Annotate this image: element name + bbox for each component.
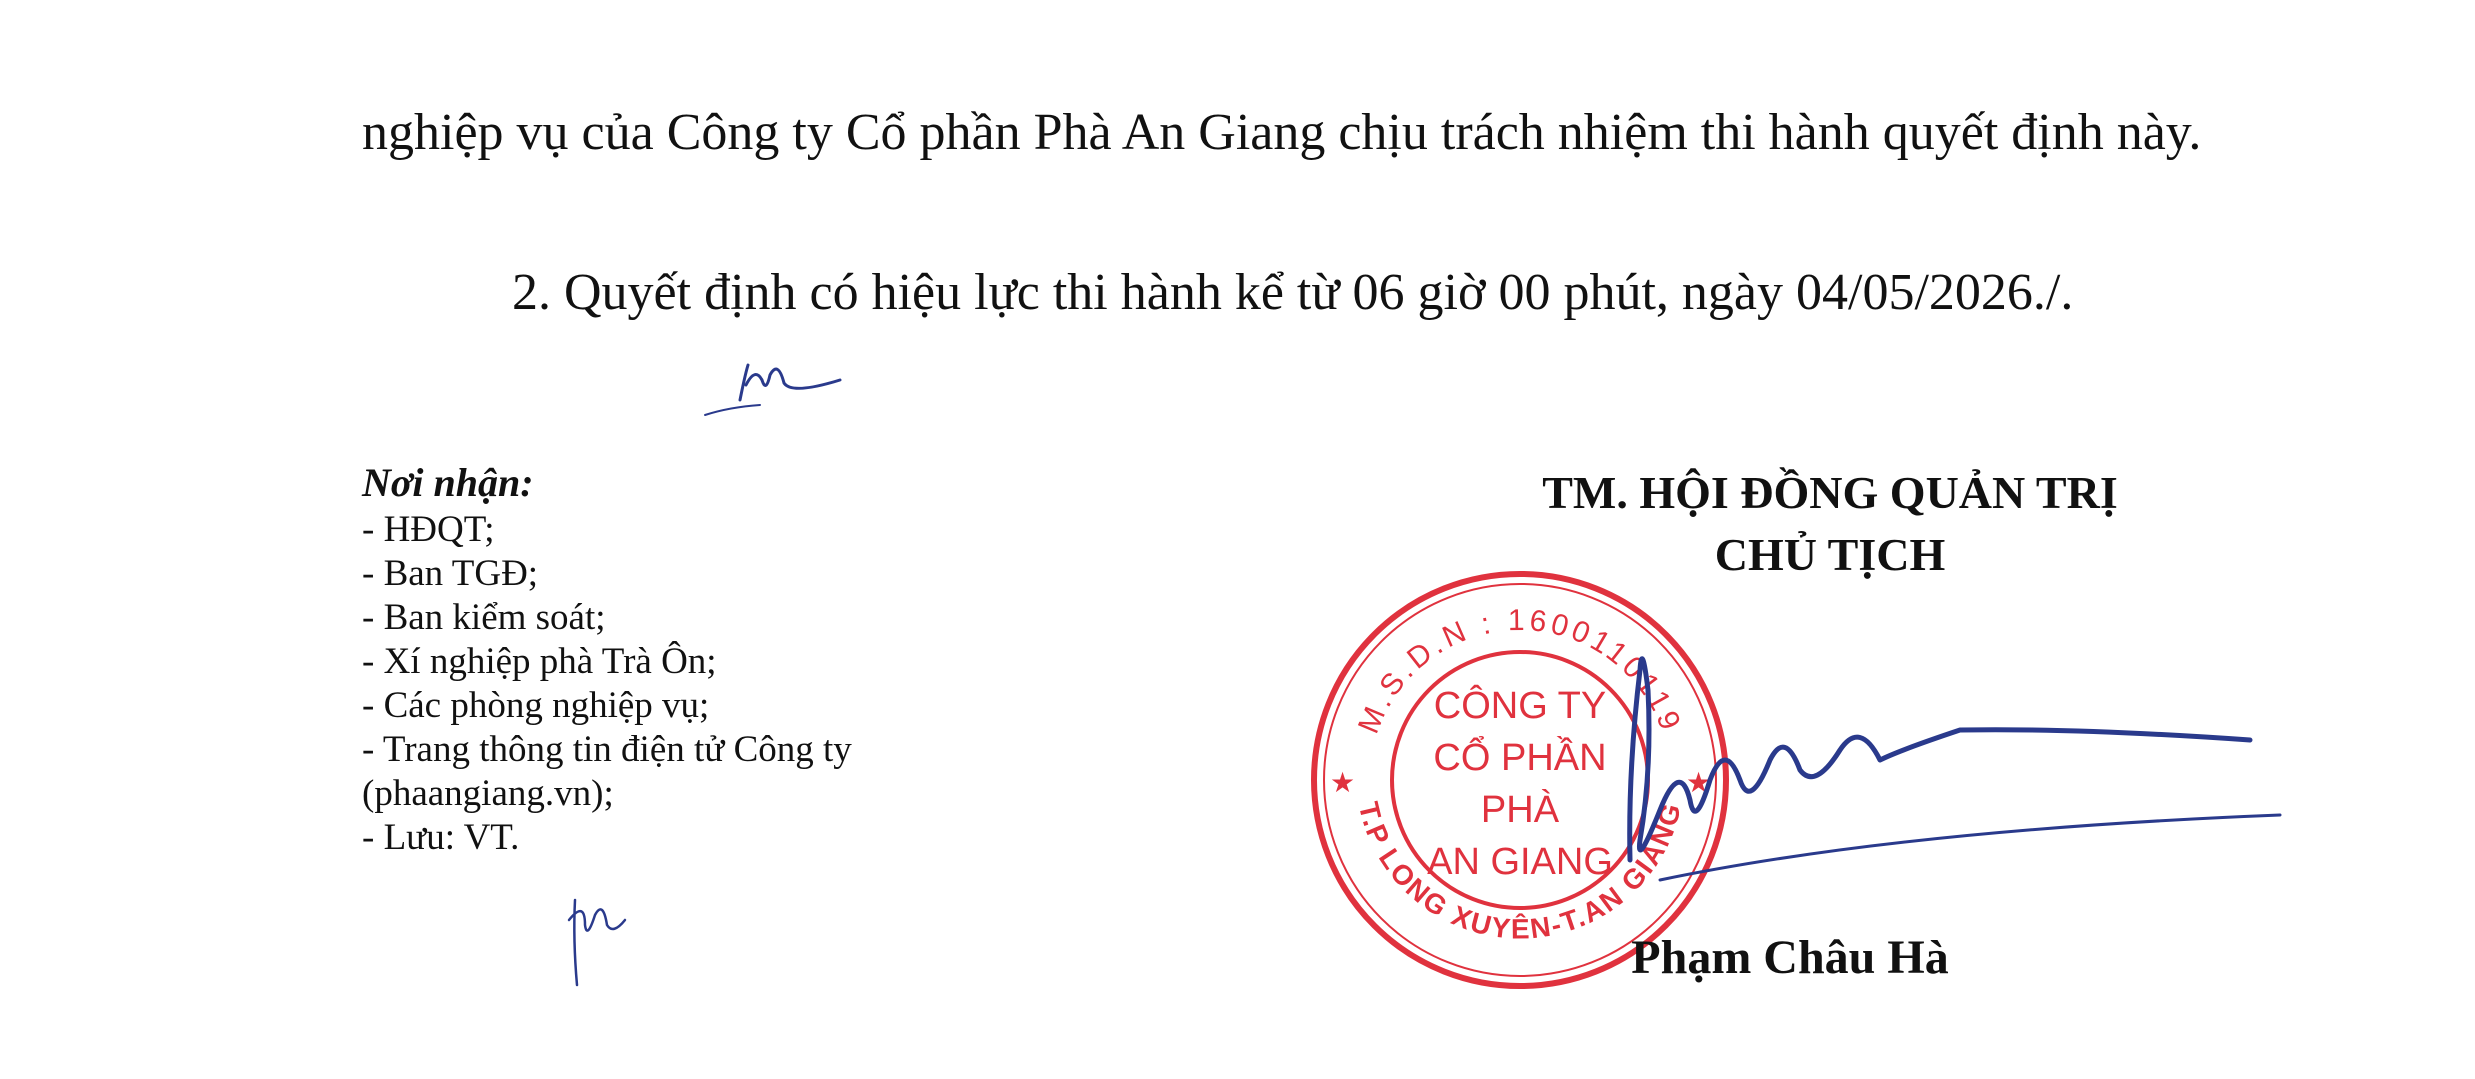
seal-inner-line: PHÀ [1480,789,1560,831]
seal-inner-line: AN GIANG [1427,841,1613,883]
recipient-item: - Ban kiểm soát; [362,597,606,638]
recipient-item: - Các phòng nghiệp vụ; [362,685,710,726]
seal-star-icon: ★ [1686,766,1712,799]
recipient-item: - Xí nghiệp phà Trà Ôn; [362,641,717,682]
seal-star-icon: ★ [1330,766,1356,799]
recipient-item: (phaangiang.vn); [362,773,614,814]
paragraph-effective-date: 2. Quyết định có hiệu lực thi hành kể từ 06 giờ 00 phút, ngày 04/05/2026./. [512,264,2074,321]
recipient-item: - Trang thông tin điện tử Công ty [362,729,852,770]
signature-on-behalf: TM. HỘI ĐỒNG QUẢN TRỊ [1542,467,2118,518]
seal-ring-bottom-text: T.P LONG XUYÊN-T.AN GIANG [1352,798,1688,945]
paragraph-implementation: nghiệp vụ của Công ty Cổ phần Phà An Giang chịu trách nhiệm thi hành quyết định này. [362,104,2202,161]
recipient-item: - HĐQT; [362,509,495,550]
recipients-block [362,458,1122,860]
seal-inner-line: CÔNG TY [1433,685,1607,727]
signature-title: CHỦ TỊCH [1714,529,1946,580]
recipients-heading: Nơi nhận: [362,460,534,505]
seal-ring-top-text: M.S.D.N : 1600110119 [1352,603,1688,739]
signer-name: Phạm Châu Hà [1631,931,1949,984]
recipients-list [362,508,1122,860]
initial-signature-mark [700,345,850,425]
recipient-item: - Ban TGĐ; [362,553,539,594]
seal-inner-line: CỔ PHẦN [1433,737,1607,779]
recipient-item: - Lưu: VT. [362,817,520,858]
archive-initial-mark [555,880,635,990]
